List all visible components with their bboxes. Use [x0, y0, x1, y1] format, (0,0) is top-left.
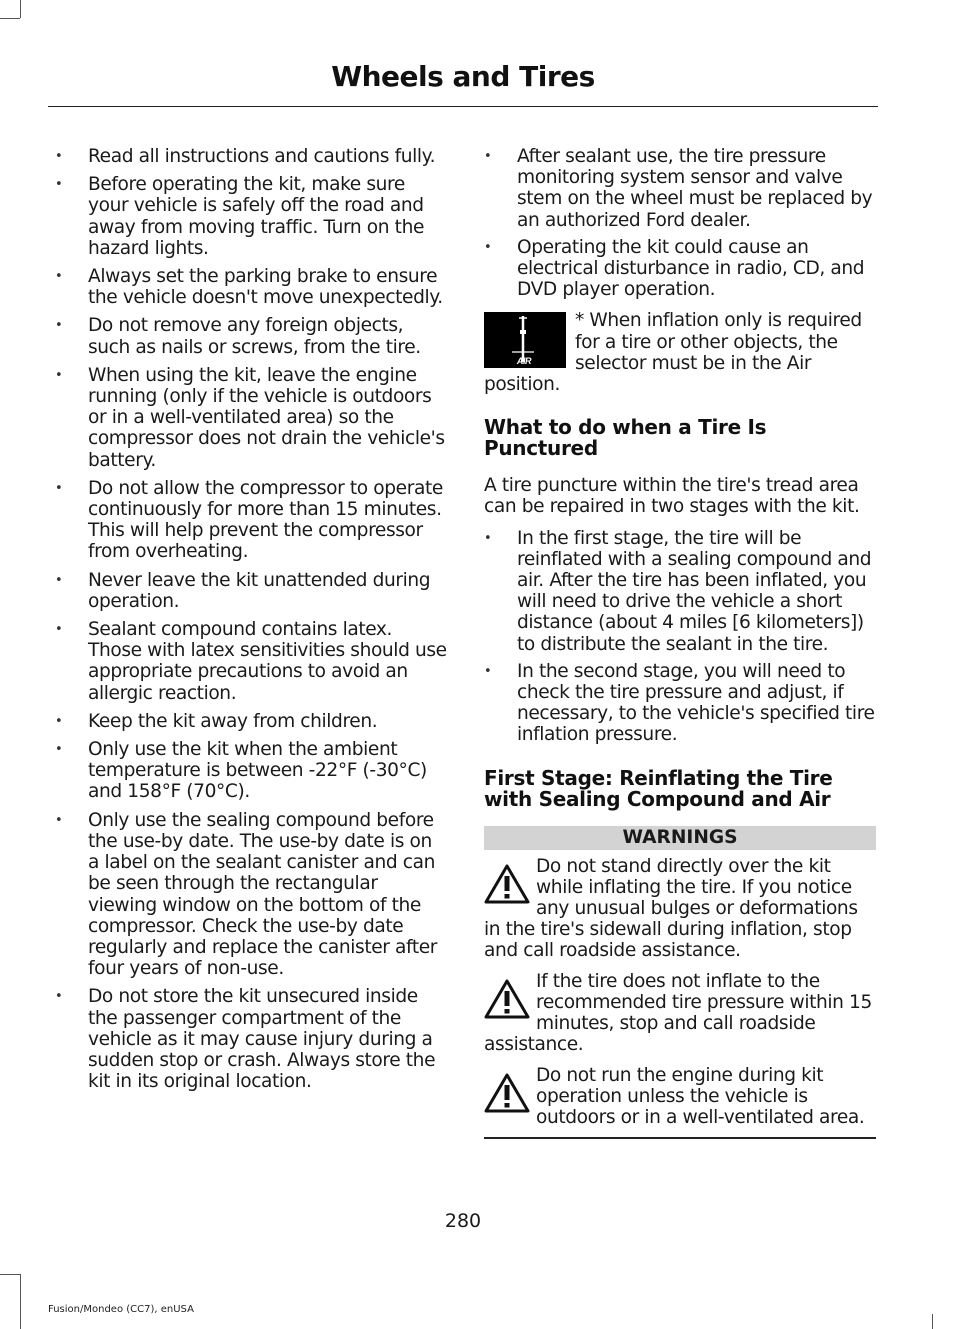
list-item: • In the second stage, you will need to check the tire pressure and adjust, if necessary, to the vehicle's specified tire inflation pressure. [484, 661, 876, 746]
warning-triangle-icon [484, 975, 530, 1025]
warning-triangle-icon [484, 1069, 530, 1119]
sealant-bullet-list [484, 146, 876, 300]
list-item: • Do not allow the compressor to operate continuously for more than 15 minutes. This will help prevent the compressor from overheating. [55, 478, 447, 563]
list-item: • In the first stage, the tire will be reinflated with a sealing compound and air. After the tire has been inflated, you will need to drive the vehicle a short distance (about 4 miles [6 kilometers]) to distribute the sealant in the tire. [484, 528, 876, 655]
list-item: • Only use the sealing compound before the use-by date. The use-by date is on a label on the sealant canister and can be seen through the rectangular viewing window on the bottom of the compressor. Check the use-by date regularly and replace the canister after four years of non-use. [55, 810, 447, 980]
warning-text: Do not run the engine during kit operation unless the vehicle is outdoors or in a well-ventilated area. [536, 1064, 865, 1128]
footer-text: Fusion/Mondeo (CC7), enUSA [48, 1304, 194, 1315]
stages-bullet-list [484, 528, 876, 746]
air-icon-label: AIR [516, 356, 532, 367]
air-note [484, 310, 876, 395]
crop-mark [20, 1274, 21, 1329]
crop-mark [0, 1274, 20, 1275]
air-selector-icon [484, 312, 566, 368]
list-item: • Before operating the kit, make sure your vehicle is safely off the road and away from moving traffic. Turn on the hazard lights. [55, 174, 447, 259]
air-note-text: * When inflation only is required for a tire or other objects, the selector must be in the Air position. [484, 310, 862, 396]
crop-mark [0, 18, 20, 19]
crop-mark [932, 1314, 933, 1329]
warning-item [484, 971, 876, 1056]
crop-mark [20, 0, 21, 18]
page-number: 280 [444, 1210, 482, 1232]
list-item: • Do not store the kit unsecured inside the passenger compartment of the vehicle as it may cause injury during a sudden stop or crash. Always store the kit in its original location. [55, 986, 447, 1092]
warning-text: Do not stand directly over the kit while inflating the tire. If you notice any unusual bulges or deformations in the tire's sidewall during inflation, stop and call roadside assistance. [484, 855, 858, 962]
warning-text: If the tire does not inflate to the recommended tire pressure within 15 minutes, stop and call roadside assistance. [484, 970, 872, 1056]
list-item: • After sealant use, the tire pressure monitoring system sensor and valve stem on the wheel must be replaced by an authorized Ford dealer. [484, 146, 876, 231]
page-title: Wheels and Tires [331, 60, 595, 93]
list-item: • When using the kit, leave the engine running (only if the vehicle is outdoors or in a well-ventilated area) so the compressor does not drain the vehicle's battery. [55, 365, 447, 471]
warnings-header: WARNINGS [484, 826, 876, 850]
list-item: • Never leave the kit unattended during operation. [55, 570, 447, 612]
section-intro: A tire puncture within the tire's tread area can be repaired in two stages with the kit. [484, 475, 860, 518]
warnings-bottom-rule [484, 1137, 876, 1139]
left-column [55, 146, 447, 1099]
list-item: • Always set the parking brake to ensure the vehicle doesn't move unexpectedly. [55, 266, 447, 308]
section-heading-punctured: What to do when a Tire Is Punctured [484, 415, 767, 461]
warning-triangle-icon [484, 860, 530, 910]
title-rule [48, 106, 878, 107]
list-item: • Keep the kit away from children. [55, 711, 447, 732]
warning-item [484, 1065, 876, 1129]
list-item: • Sealant compound contains latex. Those with latex sensitivities should use appropriate precautions to avoid an allergic reaction. [55, 619, 447, 704]
list-item: • Read all instructions and cautions fully. [55, 146, 447, 167]
list-item: • Operating the kit could cause an electrical disturbance in radio, CD, and DVD player operation. [484, 237, 876, 301]
section-heading-first-stage: First Stage: Reinflating the Tire with Sealing Compound and Air [484, 765, 833, 811]
list-item: • Do not remove any foreign objects, such as nails or screws, from the tire. [55, 315, 447, 357]
safety-bullet-list [55, 146, 447, 1092]
list-item: • Only use the kit when the ambient temperature is between -22°F (-30°C) and 158°F (70°C). [55, 739, 447, 803]
right-column [484, 146, 876, 1139]
warning-item [484, 856, 876, 962]
